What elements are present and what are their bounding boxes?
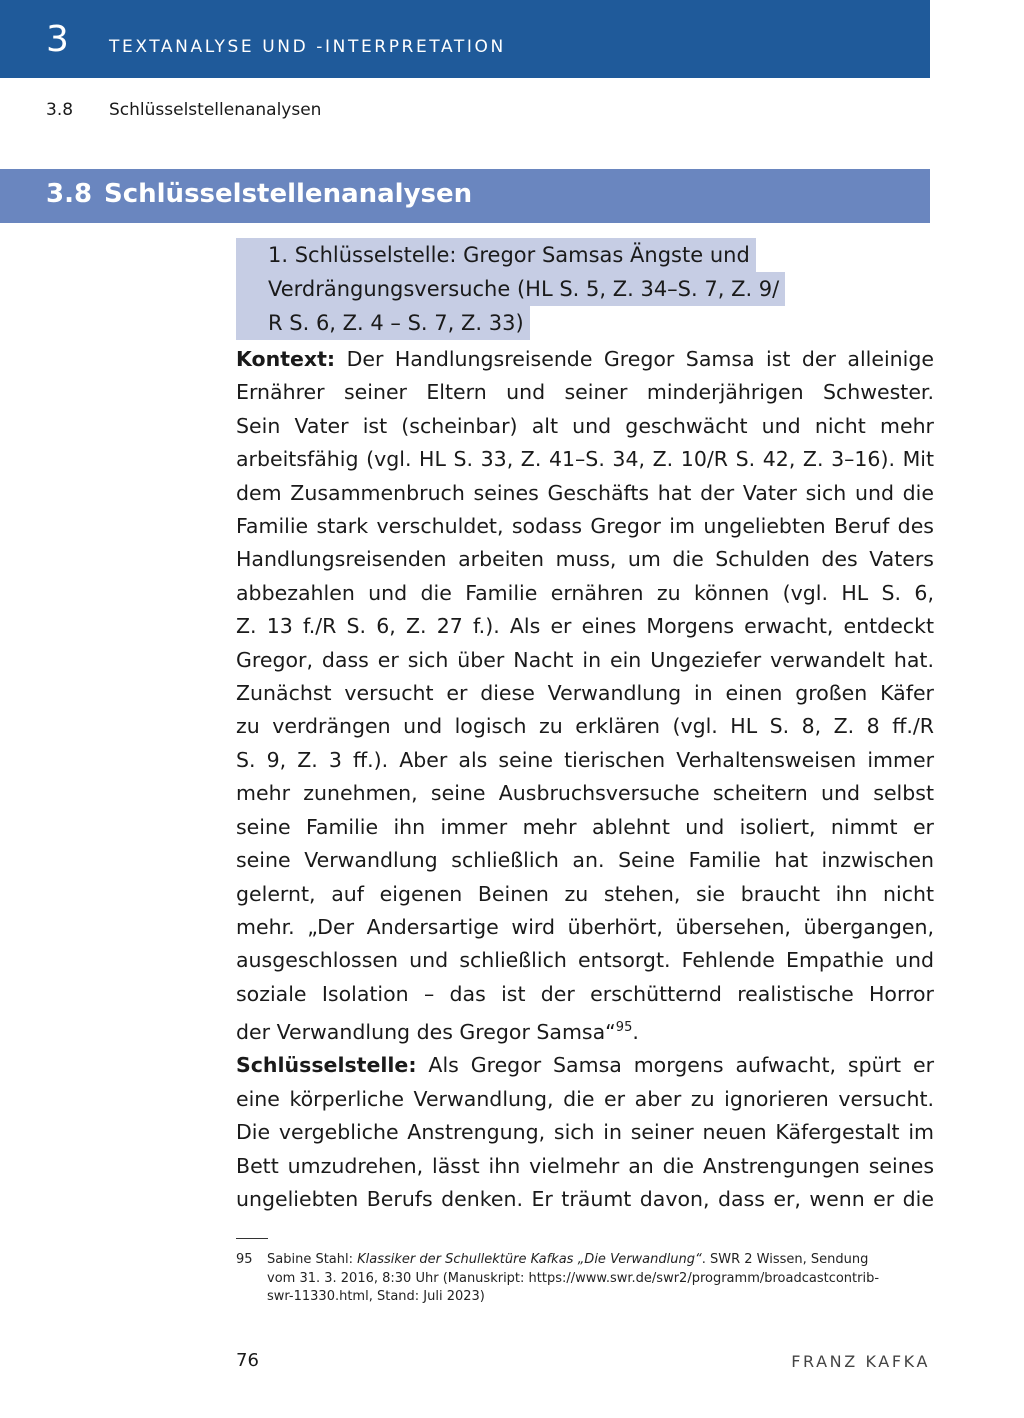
text-line: dem Zusammenbruch seines Geschäfts hat der Vater sich und die — [236, 480, 934, 505]
text-line: Familie stark verschuldet, sodass Gregor im ungeliebten Beruf des — [236, 514, 934, 539]
footnote-line — [267, 1251, 936, 1270]
text-line: abbezahlen und die Familie ernähren zu können (vgl. HL S. 6, — [236, 580, 934, 605]
text-line — [236, 1011, 934, 1049]
footnote-text: . SWR 2 Wissen, Sendung — [701, 1252, 869, 1267]
text-line: Gregor, dass er sich über Nacht in ein Ungeziefer verwandelt hat. — [236, 647, 934, 672]
footnote-divider — [236, 1238, 268, 1239]
heading-line: Verdrängungsversuche (HL S. 5, Z. 34–S. 7, Z. 9/ — [236, 272, 785, 306]
key-passage-heading — [236, 238, 866, 340]
text-line: mehr zunehmen, seine Ausbruchsversuche scheitern und selbst — [236, 781, 934, 806]
chapter-number: 3 — [46, 19, 69, 60]
text-line: ungeliebten Berufs denken. Er träumt davon, dass er, wenn er die — [236, 1186, 934, 1211]
section-heading-number: 3.8 — [46, 179, 93, 209]
kontext-label: Kontext: — [236, 347, 336, 371]
footnote-number: 95 — [236, 1252, 253, 1267]
footnote-work-title: Klassiker der Schullektüre Kafkas „Die Verwandlung“ — [357, 1252, 702, 1267]
text-line: Bett umzudrehen, lässt ihn vielmehr an die Anstrengungen seines — [236, 1153, 934, 1178]
text-line — [236, 1049, 934, 1082]
text-line: Sein Vater ist (scheinbar) alt und geschwächt und nicht mehr — [236, 413, 934, 438]
text-line: eine körperliche Verwandlung, die er aber zu ignorieren versucht. — [236, 1086, 934, 1111]
text-line: gelernt, auf eigenen Beinen zu stehen, sie braucht ihn nicht — [236, 881, 934, 906]
text-line: S. 9, Z. 3 ff.). Aber als seine tierischen Verhaltensweisen immer — [236, 747, 934, 772]
text-line: Ernährer seiner Eltern und seiner minderjährigen Schwester. — [236, 380, 934, 405]
chapter-title: TEXTANALYSE UND -INTERPRETATION — [109, 37, 506, 57]
text-segment: der Verwandlung des Gregor Samsa“ — [236, 1019, 616, 1044]
text-segment: Der Handlungsreisende Gregor Samsa ist der alleinige — [335, 347, 934, 371]
text-segment: . — [632, 1019, 639, 1044]
text-line — [236, 343, 934, 376]
text-line: soziale Isolation – das ist der erschütternd realistische Horror — [236, 981, 934, 1006]
running-section-title: Schlüsselstellenanalysen — [109, 100, 322, 120]
footnote-reference[interactable]: 95 — [615, 1020, 633, 1036]
text-line: seine Verwandlung schließlich an. Seine Familie hat inzwischen — [236, 848, 934, 873]
body-text — [236, 343, 934, 1216]
text-line: Z. 13 f./R S. 6, Z. 27 f.). Als er eines Morgens erwacht, entdeckt — [236, 614, 934, 639]
text-line: arbeitsfähig (vgl. HL S. 33, Z. 41–S. 34, Z. 10/R S. 42, Z. 3–16). Mit — [236, 447, 934, 472]
text-line: Zunächst versucht er diese Verwandlung in einen großen Käfer — [236, 681, 934, 706]
text-segment: Als Gregor Samsa morgens aufwacht, spürt er — [416, 1053, 934, 1078]
heading-line: 1. Schlüsselstelle: Gregor Samsas Ängste und — [236, 238, 756, 272]
section-heading-title: Schlüsselstellenanalysen — [104, 179, 473, 209]
text-line: Die vergebliche Anstrengung, sich in seiner neuen Käfergestalt im — [236, 1120, 934, 1145]
book-author: FRANZ KAFKA — [791, 1352, 930, 1371]
running-section-number: 3.8 — [46, 100, 74, 120]
text-line: ausgeschlossen und schließlich entsorgt. Fehlende Empathie und — [236, 948, 934, 973]
text-line: mehr. „Der Andersartige wird überhört, übersehen, übergangen, — [236, 914, 934, 939]
text-line: zu verdrängen und logisch zu erklären (vgl. HL S. 8, Z. 8 ff./R — [236, 714, 934, 739]
page-number: 76 — [236, 1350, 259, 1371]
text-line: Handlungsreisenden arbeiten muss, um die Schulden des Vaters — [236, 547, 934, 572]
footnote-body — [267, 1251, 936, 1307]
footnote-line: vom 31. 3. 2016, 8:30 Uhr (Manuskript: https://www.swr.de/swr2/programm/broadcastcontrib- — [267, 1270, 880, 1286]
heading-line: R S. 6, Z. 4 – S. 7, Z. 33) — [236, 306, 530, 340]
section-heading-bar — [0, 169, 930, 223]
schluesselstelle-label: Schlüsselstelle: — [236, 1053, 417, 1078]
footnote-author: Sabine Stahl: — [267, 1252, 358, 1267]
text-line: seine Familie ihn immer mehr ablehnt und isoliert, nimmt er — [236, 814, 934, 839]
footnote — [236, 1251, 936, 1307]
footnote-line: swr-11330.html, Stand: Juli 2023) — [267, 1289, 485, 1304]
chapter-header-bar — [0, 0, 930, 78]
